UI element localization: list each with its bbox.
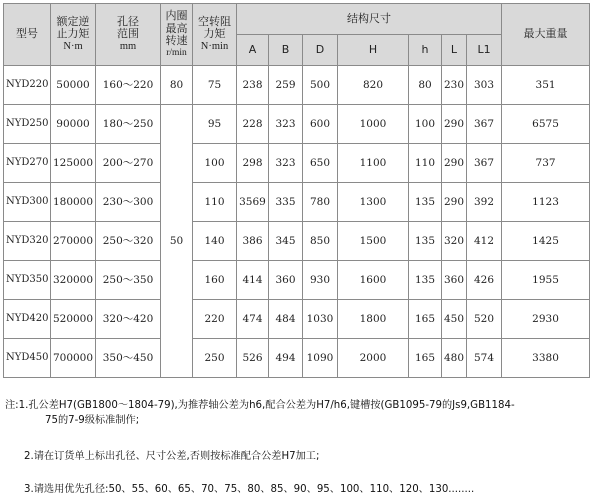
- header-max-weight: 最大重量: [502, 4, 590, 66]
- cell-model: NYD250: [4, 105, 51, 144]
- cell-d: 600: [303, 105, 338, 144]
- header-dim-b: B: [269, 35, 303, 66]
- cell-l: 230: [442, 66, 467, 105]
- cell-l: 450: [442, 300, 467, 339]
- cell-l1: 367: [467, 105, 502, 144]
- cell-d: 500: [303, 66, 338, 105]
- cell-idle: 160: [193, 261, 237, 300]
- cell-h-lower: 100: [409, 105, 442, 144]
- cell-b: 335: [269, 183, 303, 222]
- cell-h-upper: 1800: [338, 300, 409, 339]
- cell-h-lower: 135: [409, 261, 442, 300]
- cell-bore: 180～250: [96, 105, 161, 144]
- note-1-line-2: 75的7-9级标准制作;: [45, 415, 140, 426]
- header-rated-torque-label: 额定逆 止力矩: [56, 14, 90, 41]
- cell-l1: 574: [467, 339, 502, 378]
- cell-a: 386: [237, 222, 269, 261]
- cell-torque: 125000: [51, 144, 96, 183]
- cell-d: 850: [303, 222, 338, 261]
- table-row: [4, 261, 590, 300]
- cell-h-upper: 1500: [338, 222, 409, 261]
- cell-h-lower: 165: [409, 300, 442, 339]
- cell-b: 259: [269, 66, 303, 105]
- cell-l1: 367: [467, 144, 502, 183]
- cell-torque: 520000: [51, 300, 96, 339]
- cell-speed-shared: 50: [161, 105, 193, 378]
- header-rated-torque-unit: N·m: [63, 41, 83, 53]
- note-1: [5, 396, 515, 426]
- cell-weight: 351: [502, 66, 590, 105]
- note-3: 3.请选用优先孔径:50、55、60、65、70、75、80、85、90、95、100、110、120、130........: [24, 484, 475, 495]
- cell-l1: 303: [467, 66, 502, 105]
- header-structure: 结构尺寸: [237, 4, 502, 35]
- cell-torque: 90000: [51, 105, 96, 144]
- cell-l1: 426: [467, 261, 502, 300]
- cell-l: 290: [442, 105, 467, 144]
- header-bore: [96, 4, 161, 66]
- cell-weight: 2930: [502, 300, 590, 339]
- cell-bore: 230～300: [96, 183, 161, 222]
- header-idle-torque: [193, 4, 237, 66]
- cell-torque: 180000: [51, 183, 96, 222]
- cell-h-upper: 1000: [338, 105, 409, 144]
- cell-torque: 50000: [51, 66, 96, 105]
- cell-b: 323: [269, 144, 303, 183]
- cell-b: 494: [269, 339, 303, 378]
- cell-h-upper: 1100: [338, 144, 409, 183]
- header-idle-torque-unit: N·min: [200, 41, 229, 53]
- cell-d: 650: [303, 144, 338, 183]
- cell-h-lower: 80: [409, 66, 442, 105]
- cell-model: NYD300: [4, 183, 51, 222]
- header-dim-h-lower: h: [409, 35, 442, 66]
- cell-a: 3569: [237, 183, 269, 222]
- cell-bore: 320～420: [96, 300, 161, 339]
- cell-weight: 1955: [502, 261, 590, 300]
- cell-l1: 520: [467, 300, 502, 339]
- table-row: [4, 222, 590, 261]
- cell-torque: 270000: [51, 222, 96, 261]
- cell-idle: 250: [193, 339, 237, 378]
- header-bore-unit: mm: [119, 41, 137, 53]
- cell-d: 780: [303, 183, 338, 222]
- table-row: [4, 300, 590, 339]
- cell-torque: 320000: [51, 261, 96, 300]
- header-idle-torque-label: 空转阻 力矩: [198, 14, 231, 41]
- cell-d: 1030: [303, 300, 338, 339]
- cell-b: 345: [269, 222, 303, 261]
- cell-idle: 140: [193, 222, 237, 261]
- cell-model: NYD450: [4, 339, 51, 378]
- spec-table: [3, 3, 590, 378]
- header-max-speed-unit: r/min: [166, 48, 187, 58]
- cell-model: NYD220: [4, 66, 51, 105]
- cell-model: NYD270: [4, 144, 51, 183]
- table-row: [4, 105, 590, 144]
- cell-idle: 95: [193, 105, 237, 144]
- cell-b: 484: [269, 300, 303, 339]
- cell-d: 930: [303, 261, 338, 300]
- cell-b: 360: [269, 261, 303, 300]
- cell-l: 360: [442, 261, 467, 300]
- header-model: 型号: [4, 4, 51, 66]
- cell-weight: 737: [502, 144, 590, 183]
- header-dim-h-upper: H: [338, 35, 409, 66]
- cell-bore: 250～320: [96, 222, 161, 261]
- cell-idle: 75: [193, 66, 237, 105]
- cell-l: 290: [442, 144, 467, 183]
- cell-bore: 200～270: [96, 144, 161, 183]
- table-row: [4, 183, 590, 222]
- header-max-speed-label: 内圈 最高 转速: [165, 9, 188, 48]
- cell-b: 323: [269, 105, 303, 144]
- cell-h-upper: 2000: [338, 339, 409, 378]
- cell-idle: 110: [193, 183, 237, 222]
- cell-torque: 700000: [51, 339, 96, 378]
- cell-weight: 6575: [502, 105, 590, 144]
- cell-h-upper: 820: [338, 66, 409, 105]
- cell-weight: 3380: [502, 339, 590, 378]
- cell-h-lower: 135: [409, 222, 442, 261]
- table-row: [4, 144, 590, 183]
- cell-h-upper: 1600: [338, 261, 409, 300]
- cell-model: NYD420: [4, 300, 51, 339]
- cell-a: 298: [237, 144, 269, 183]
- cell-l: 480: [442, 339, 467, 378]
- cell-h-lower: 165: [409, 339, 442, 378]
- note-1-line-1: 注:1.孔公差H7(GB1800～1804-79),为推荐轴公差为h6,配合公差为H7/h6,键槽按(GB1095-79的Js9,GB1184-: [5, 400, 515, 411]
- cell-a: 414: [237, 261, 269, 300]
- cell-model: NYD350: [4, 261, 51, 300]
- header-dim-l1: L1: [467, 35, 502, 66]
- cell-l1: 412: [467, 222, 502, 261]
- cell-l: 290: [442, 183, 467, 222]
- note-2: 2.请在订货单上标出孔径、尺寸公差,否则按标准配合公差H7加工;: [24, 451, 320, 462]
- table-row: [4, 339, 590, 378]
- cell-h-lower: 135: [409, 183, 442, 222]
- cell-speed: 80: [161, 66, 193, 105]
- cell-bore: 250～350: [96, 261, 161, 300]
- header-max-speed: [161, 4, 193, 66]
- header-dim-l: L: [442, 35, 467, 66]
- header-rated-torque: [51, 4, 96, 66]
- cell-h-lower: 110: [409, 144, 442, 183]
- cell-bore: 160～220: [96, 66, 161, 105]
- cell-d: 1090: [303, 339, 338, 378]
- cell-weight: 1425: [502, 222, 590, 261]
- cell-a: 526: [237, 339, 269, 378]
- cell-model: NYD320: [4, 222, 51, 261]
- cell-weight: 1123: [502, 183, 590, 222]
- header-dim-a: A: [237, 35, 269, 66]
- cell-a: 238: [237, 66, 269, 105]
- header-bore-label: 孔径 范围: [117, 14, 139, 41]
- cell-a: 228: [237, 105, 269, 144]
- cell-idle: 220: [193, 300, 237, 339]
- cell-bore: 350～450: [96, 339, 161, 378]
- table-row: [4, 66, 590, 105]
- cell-h-upper: 1300: [338, 183, 409, 222]
- cell-l: 320: [442, 222, 467, 261]
- cell-a: 474: [237, 300, 269, 339]
- cell-l1: 392: [467, 183, 502, 222]
- cell-idle: 100: [193, 144, 237, 183]
- header-dim-d: D: [303, 35, 338, 66]
